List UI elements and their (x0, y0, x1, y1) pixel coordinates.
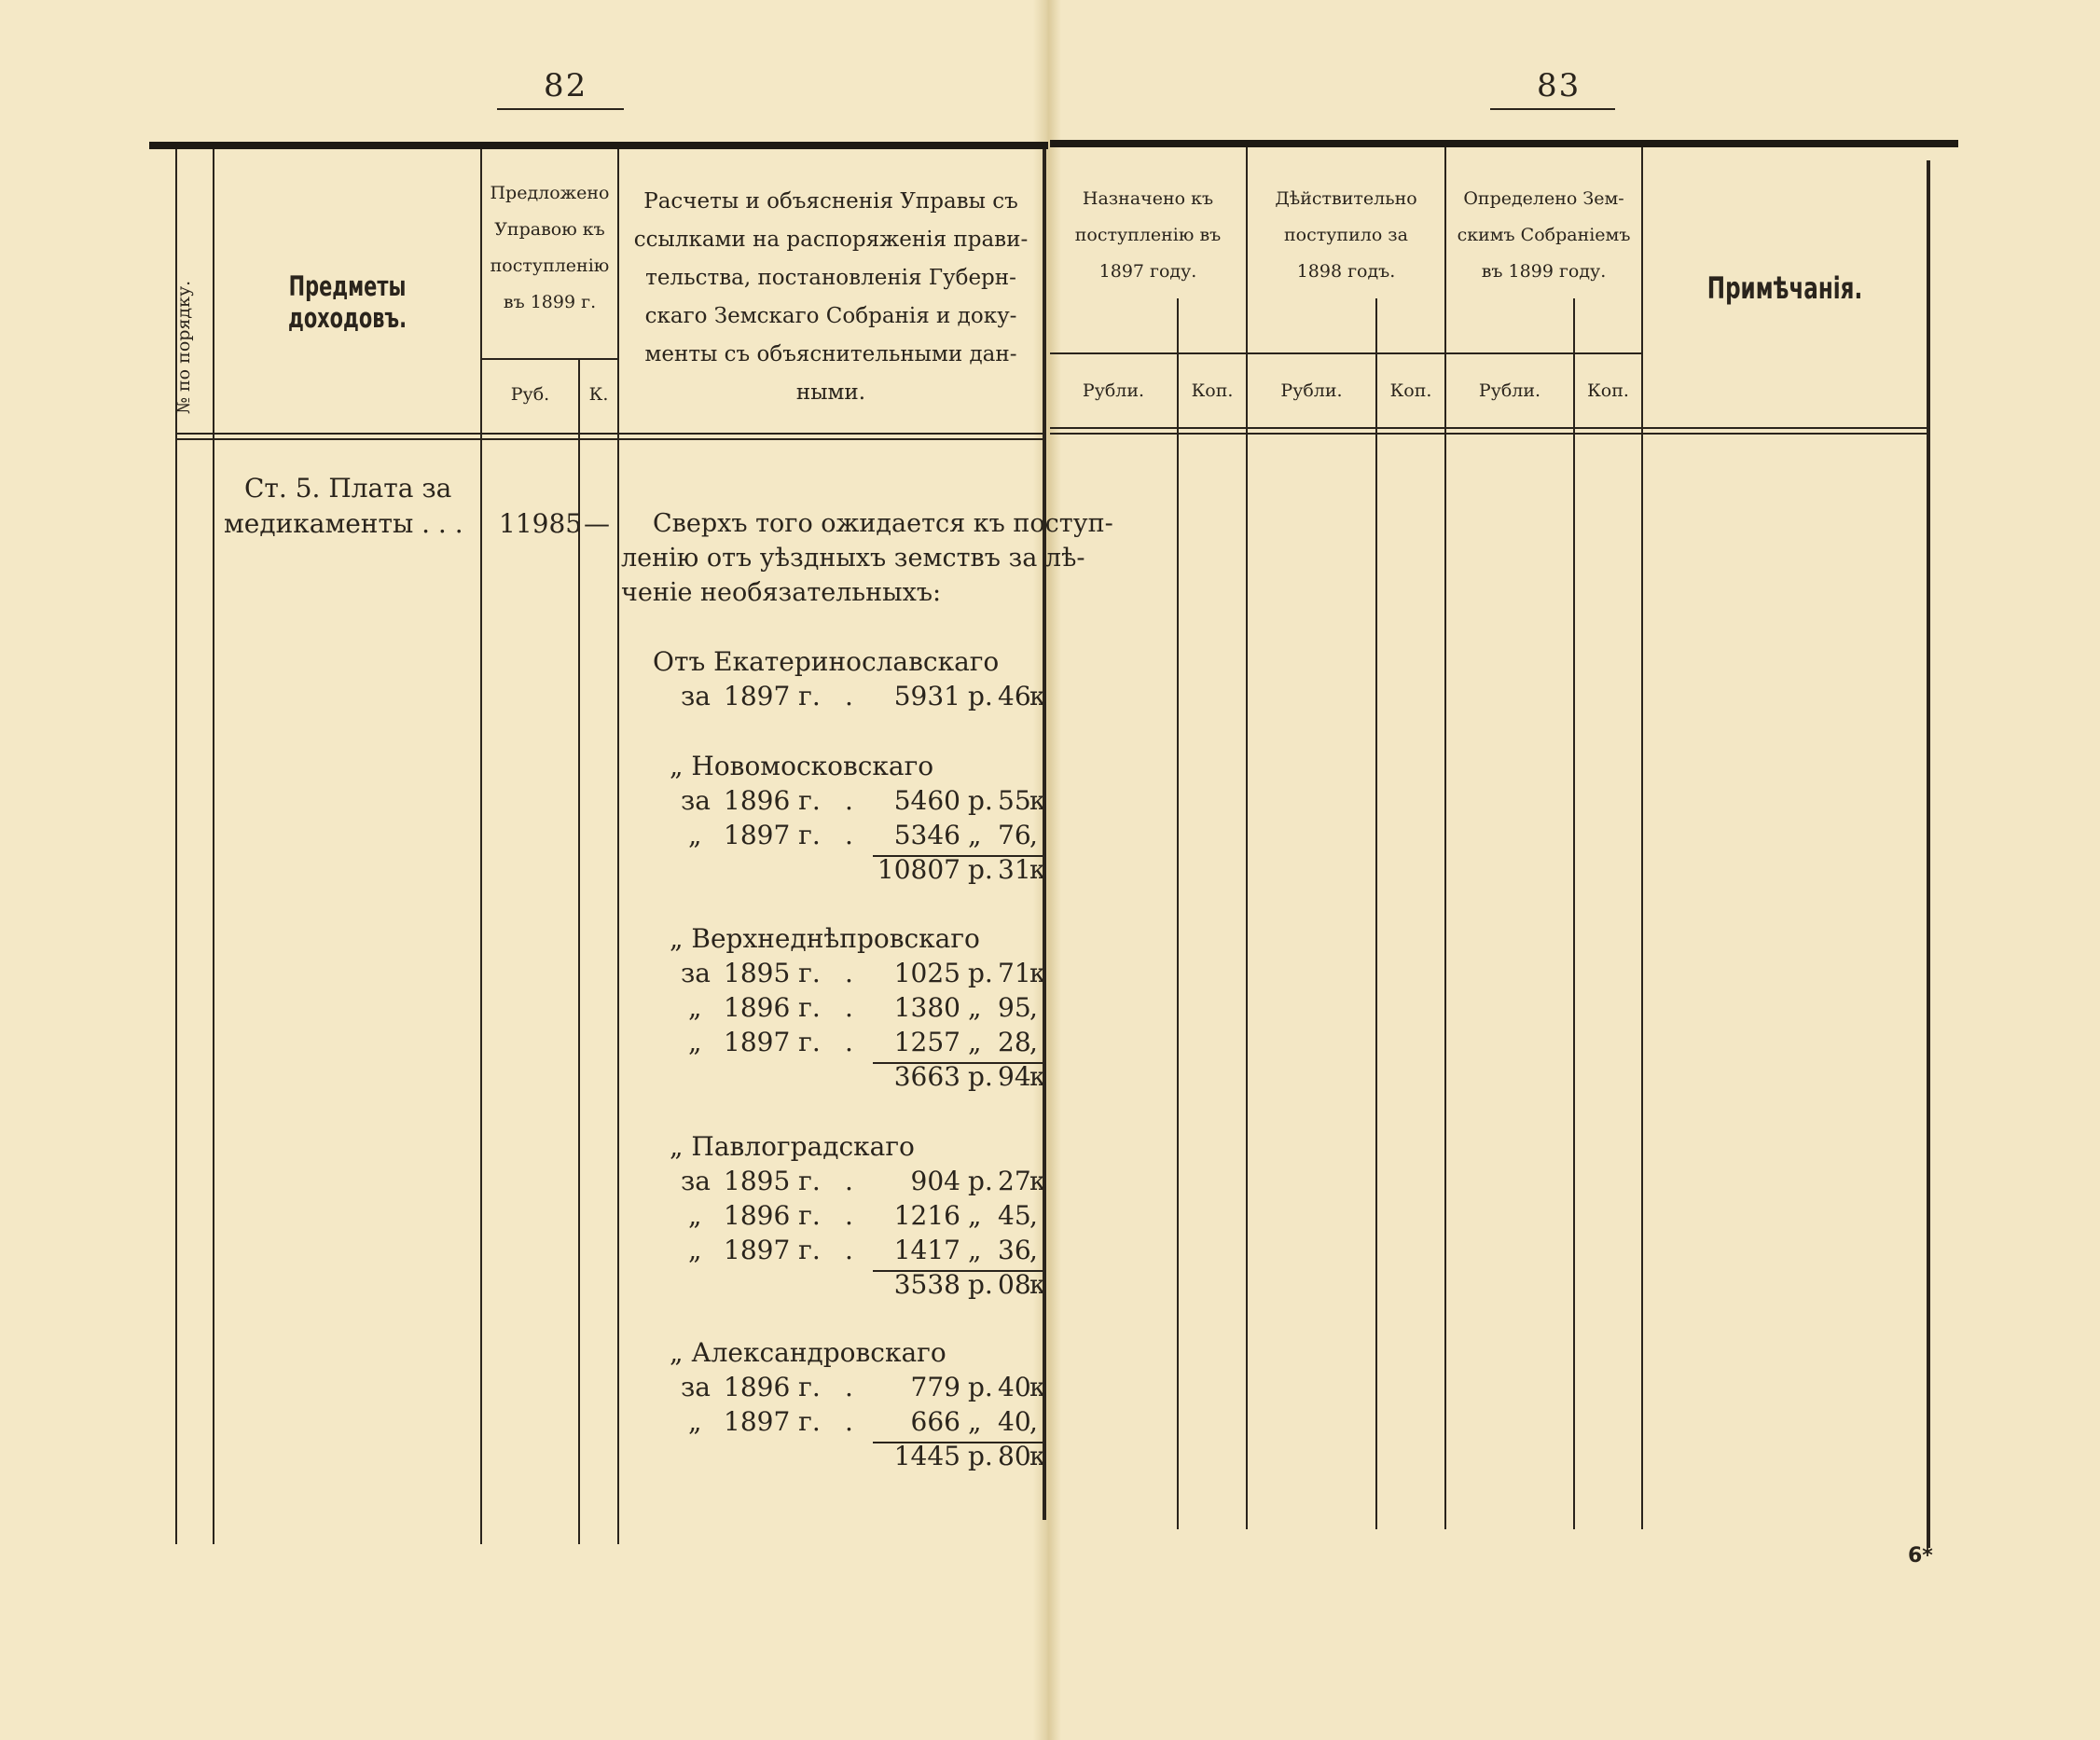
explanation-line: ченіе необязательныхъ: (621, 578, 942, 607)
year-prefix: „ (688, 1200, 702, 1231)
total-unit: р. (968, 1441, 993, 1471)
amount-kopecks: 71 (998, 958, 1031, 988)
total-suffix: к (1029, 1269, 1046, 1300)
amount-kopecks: 27 (998, 1166, 1031, 1196)
district-name: Отъ Екатеринославскаго (653, 646, 1000, 677)
year-prefix: „ (688, 1406, 702, 1437)
year: 1896 г. (724, 785, 821, 816)
leader-dots: . (845, 1406, 853, 1437)
notes-header: Примѣчанія. (1706, 270, 1863, 306)
leader-dots: . (845, 1166, 853, 1196)
kop-header: К. (588, 384, 609, 405)
proposed-header: Предложено Управою къ поступленію въ 1899 г. (490, 183, 610, 312)
amount-rubles: 904 (910, 1166, 960, 1196)
amount-rubles: 1380 (893, 992, 960, 1023)
amount-suffix: , (1029, 992, 1038, 1023)
order-number-header: № по порядку. (173, 280, 194, 414)
amount-kopecks: 95 (998, 992, 1031, 1023)
year-prefix: „ (688, 820, 702, 850)
col-line (1927, 160, 1930, 1548)
amount-unit: „ (968, 820, 982, 850)
district-name: „ Александровскаго (670, 1337, 946, 1368)
col-line (1043, 149, 1046, 1520)
header-bottom-line (1050, 433, 1927, 435)
district-name: „ Павлоградскаго (670, 1131, 915, 1162)
total-suffix: к (1029, 1441, 1046, 1471)
district-name: „ Верхнеднѣпровскаго (670, 923, 980, 954)
year: 1896 г. (724, 1372, 821, 1402)
total-rubles: 10807 (877, 854, 960, 885)
determined-header: Определено Зем- скимъ Собраніемъ въ 1899 году. (1457, 188, 1631, 282)
kop-header: Коп. (1389, 380, 1432, 401)
leader-dots: . (845, 681, 853, 711)
year: 1895 г. (724, 958, 821, 988)
rubli-header: Рубли. (1478, 380, 1541, 401)
rubli-header: Рубли. (1280, 380, 1343, 401)
amount-kopecks: 28 (998, 1027, 1031, 1057)
header-bottom-line (175, 433, 1044, 435)
col-line (1375, 298, 1377, 1529)
total-kopecks: 31 (998, 854, 1031, 885)
amount-suffix: , (1029, 1027, 1038, 1057)
year-prefix: за (681, 958, 711, 988)
top-rule-right (1050, 140, 1958, 147)
explanation-line: Сверхъ того ожидается къ поступ- (653, 509, 1113, 538)
rubli-header: Рубли. (1082, 380, 1145, 401)
item-kop-dash: — (584, 508, 610, 539)
total-unit: р. (968, 854, 993, 885)
rub-header: Руб. (510, 384, 550, 405)
actual-header: Дѣйствительно поступило за 1898 годъ. (1275, 188, 1417, 282)
amount-suffix: к (1029, 1166, 1046, 1196)
amount-kopecks: 40 (998, 1372, 1031, 1402)
assigned-header: Назначено къ поступленію въ 1897 году. (1074, 188, 1222, 282)
year-prefix: „ (688, 1235, 702, 1265)
total-kopecks: 08 (998, 1269, 1031, 1300)
amount-rubles: 779 (910, 1372, 960, 1402)
leader-dots: . (845, 1235, 853, 1265)
amount-rubles: 1417 (893, 1235, 960, 1265)
explanations-header: Расчеты и объясненія Управы съ ссылками на распоряженія прави- тельства, постановленія Губерн- скаго Земскаго Собранія и доку- менты съ объяснительными дан- ными. (633, 189, 1029, 405)
kop-header: Коп. (1587, 380, 1629, 401)
total-suffix: к (1029, 854, 1046, 885)
amount-unit: „ (968, 992, 982, 1023)
total-kopecks: 80 (998, 1441, 1031, 1471)
amount-suffix: к (1029, 1372, 1046, 1402)
total-kopecks: 94 (998, 1061, 1031, 1092)
amount-unit: р. (968, 785, 993, 816)
col-line (213, 149, 214, 1544)
year: 1897 г. (724, 1406, 821, 1437)
year-prefix: за (681, 1372, 711, 1402)
item-amount: 11985 (499, 508, 583, 539)
year-prefix: за (681, 681, 711, 711)
col-line (1573, 298, 1575, 1529)
amount-suffix: , (1029, 1200, 1038, 1231)
amount-unit: р. (968, 681, 993, 711)
amount-unit: р. (968, 1372, 993, 1402)
total-suffix: к (1029, 1061, 1046, 1092)
amount-suffix: , (1029, 1406, 1038, 1437)
item-line-2: медикаменты . . . (224, 508, 463, 539)
year: 1896 г. (724, 992, 821, 1023)
year-prefix: „ (688, 992, 702, 1023)
year: 1897 г. (724, 1027, 821, 1057)
header-subline (482, 358, 617, 360)
kop-header: Коп. (1191, 380, 1234, 401)
amount-rubles: 1025 (893, 958, 960, 988)
district-name: „ Новомосковскаго (670, 751, 934, 781)
amount-unit: р. (968, 958, 993, 988)
leader-dots: . (845, 1372, 853, 1402)
leader-dots: . (845, 1200, 853, 1231)
amount-suffix: к (1029, 681, 1046, 711)
amount-kopecks: 76 (998, 820, 1031, 850)
header-bottom-line (1050, 427, 1927, 429)
year-prefix: „ (688, 1027, 702, 1057)
amount-kopecks: 46 (998, 681, 1031, 711)
amount-suffix: к (1029, 785, 1046, 816)
year-prefix: за (681, 1166, 711, 1196)
col-line (1641, 147, 1643, 1529)
amount-unit: „ (968, 1027, 982, 1057)
year-prefix: за (681, 785, 711, 816)
amount-kopecks: 55 (998, 785, 1031, 816)
total-rubles: 1445 (893, 1441, 960, 1471)
amount-rubles: 5346 (893, 820, 960, 850)
amount-rubles: 666 (910, 1406, 960, 1437)
year: 1897 г. (724, 820, 821, 850)
leader-dots: . (845, 1027, 853, 1057)
header-bottom-line (175, 438, 1044, 440)
subjects-header: Предметы доходовъ. (287, 270, 408, 334)
total-rubles: 3663 (893, 1061, 960, 1092)
leader-dots: . (845, 820, 853, 850)
leader-dots: . (845, 992, 853, 1023)
amount-unit: р. (968, 1166, 993, 1196)
leader-dots: . (845, 958, 853, 988)
col-line (1177, 298, 1179, 1529)
signature-mark: 6* (1908, 1544, 1933, 1567)
top-rule-left (149, 142, 1048, 149)
page-number-left: 82 (544, 67, 588, 104)
year: 1897 г. (724, 681, 821, 711)
header-subline (1050, 352, 1641, 354)
amount-suffix: , (1029, 820, 1038, 850)
amount-rubles: 5460 (893, 785, 960, 816)
page-number-underline-left (497, 108, 624, 110)
year: 1896 г. (724, 1200, 821, 1231)
amount-suffix: к (1029, 958, 1046, 988)
total-rubles: 3538 (893, 1269, 960, 1300)
total-unit: р. (968, 1061, 993, 1092)
amount-rubles: 1257 (893, 1027, 960, 1057)
page-number-underline-right (1490, 108, 1615, 110)
amount-kopecks: 40 (998, 1406, 1031, 1437)
col-line (1246, 147, 1248, 1529)
leader-dots: . (845, 785, 853, 816)
year: 1897 г. (724, 1235, 821, 1265)
total-unit: р. (968, 1269, 993, 1300)
amount-kopecks: 36 (998, 1235, 1031, 1265)
item-line-1: Ст. 5. Плата за (244, 473, 452, 504)
explanation-line: ленію отъ уѣздныхъ земствъ за лѣ- (621, 544, 1085, 573)
page-number-right: 83 (1537, 67, 1582, 104)
amount-rubles: 1216 (893, 1200, 960, 1231)
amount-suffix: , (1029, 1235, 1038, 1265)
amount-unit: „ (968, 1200, 982, 1231)
amount-kopecks: 45 (998, 1200, 1031, 1231)
col-line (1444, 147, 1446, 1529)
amount-unit: „ (968, 1235, 982, 1265)
amount-unit: „ (968, 1406, 982, 1437)
amount-rubles: 5931 (893, 681, 960, 711)
year: 1895 г. (724, 1166, 821, 1196)
